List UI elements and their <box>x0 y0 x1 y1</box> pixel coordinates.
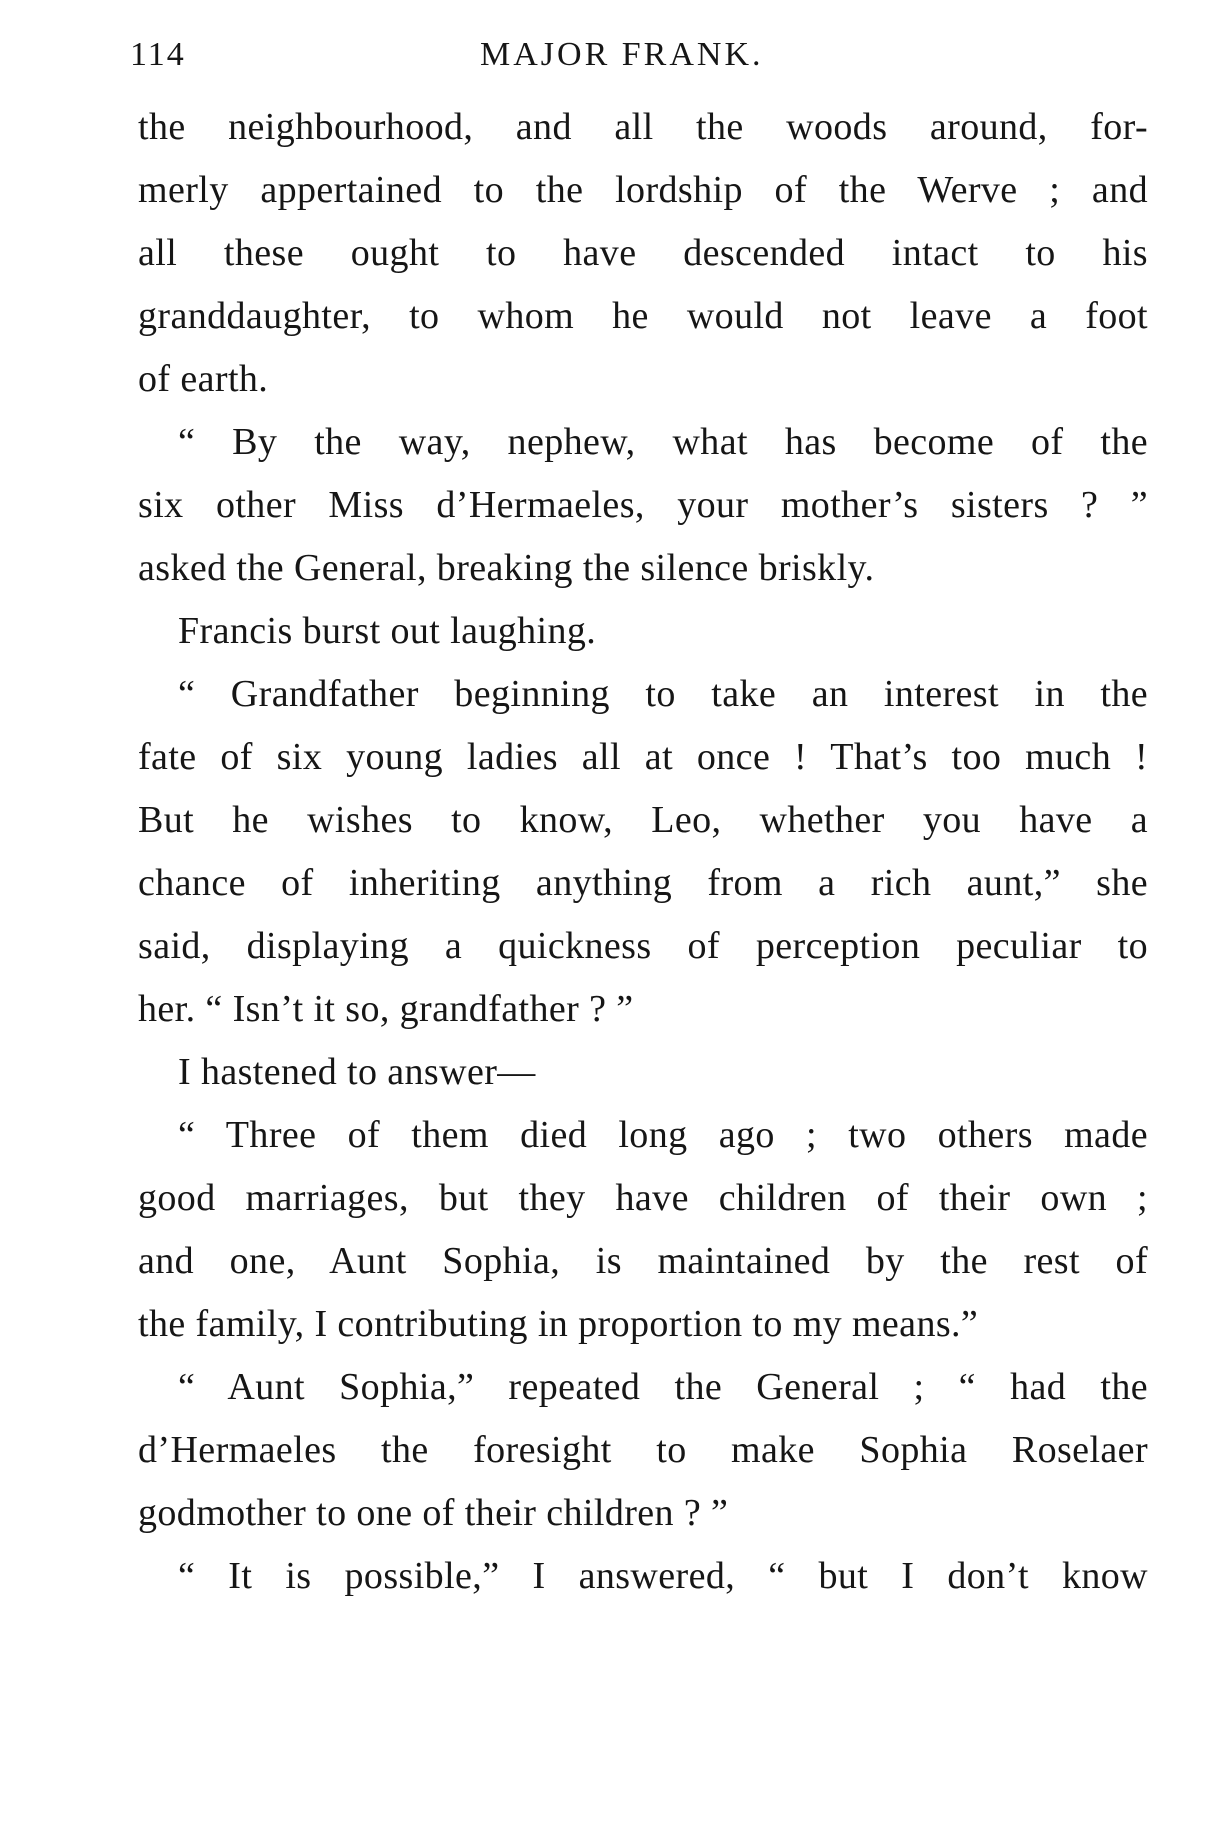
text-line: her. “ Isn’t it so, grandfather ? ” <box>138 988 634 1030</box>
text-line: “ Grandfather beginning to take an interest in the <box>178 673 1148 715</box>
text-line: six other Miss d’Hermaeles, your mother’s sisters ? ” <box>138 484 1148 526</box>
text-line: the family, I contributing in proportion to my means.” <box>138 1303 979 1345</box>
text-line: fate of six young ladies all at once ! That’s too much ! <box>138 736 1148 778</box>
text-line: “ By the way, nephew, what has become of the <box>178 421 1148 463</box>
text-line: But he wishes to know, Leo, whether you have a <box>138 799 1148 841</box>
text-line: good marriages, but they have children of their own ; <box>138 1177 1148 1219</box>
running-head <box>130 36 1120 86</box>
text-line: Francis burst out laughing. <box>178 610 597 652</box>
text-line: asked the General, breaking the silence briskly. <box>138 547 875 589</box>
text-line: the neighbourhood, and all the woods around, for- <box>138 106 1148 148</box>
text-line: d’Hermaeles the foresight to make Sophia Roselaer <box>138 1429 1148 1471</box>
running-title: MAJOR FRANK. <box>480 36 764 73</box>
page-number: 114 <box>130 36 186 73</box>
body-text <box>138 96 1148 1608</box>
text-line: “ It is possible,” I answered, “ but I don’t know <box>178 1555 1148 1597</box>
text-line: merly appertained to the lordship of the Werve ; and <box>138 169 1148 211</box>
text-line: and one, Aunt Sophia, is maintained by the rest of <box>138 1240 1148 1282</box>
text-line: I hastened to answer— <box>178 1051 536 1093</box>
text-line: chance of inheriting anything from a rich aunt,” she <box>138 862 1148 904</box>
text-line: granddaughter, to whom he would not leave a foot <box>138 295 1148 337</box>
text-line: “ Aunt Sophia,” repeated the General ; “ had the <box>178 1366 1148 1408</box>
text-line: said, displaying a quickness of perception peculiar to <box>138 925 1148 967</box>
text-line: of earth. <box>138 358 269 400</box>
text-line: godmother to one of their children ? ” <box>138 1492 729 1534</box>
text-line: all these ought to have descended intact to his <box>138 232 1148 274</box>
text-line: “ Three of them died long ago ; two others made <box>178 1114 1148 1156</box>
